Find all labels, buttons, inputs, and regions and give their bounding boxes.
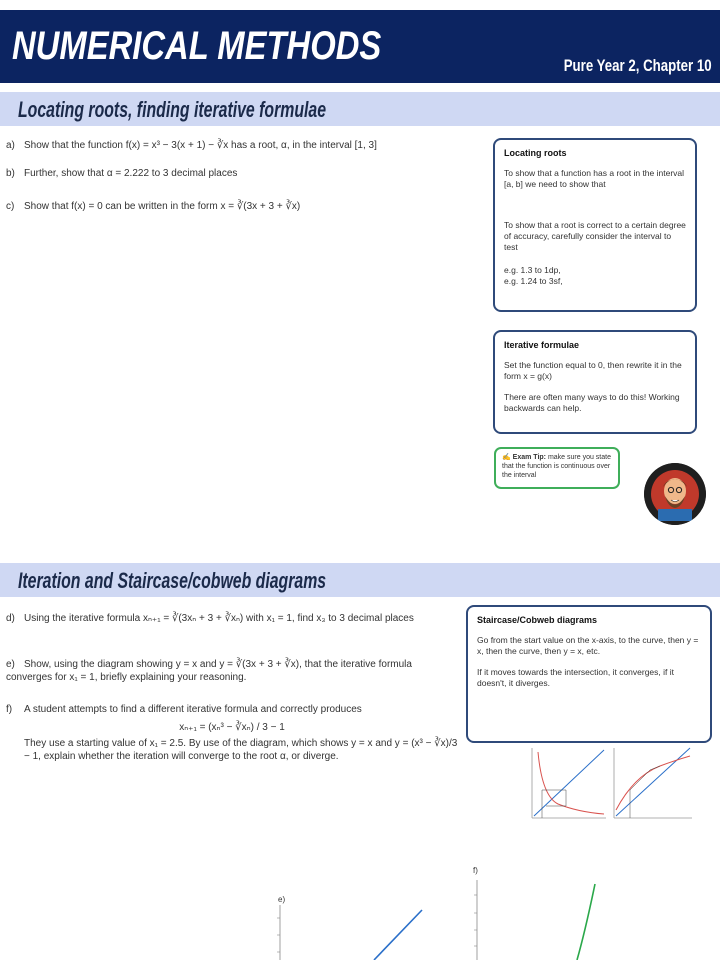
box-text: Set the function equal to 0, then rewrite it in the form x = g(x) [504,360,682,381]
info-box-staircase-cobweb [466,605,712,743]
question-e [6,658,446,684]
question-c [6,200,476,213]
question-label: a) [6,140,15,151]
question-f [6,703,458,763]
graph-e [270,905,440,960]
page-title: NUMERICAL METHODS [12,24,382,68]
question-text: Further, show that α = 2.222 to 3 decimal places [24,168,238,179]
section-title: Iteration and Staircase/cobweb diagrams [18,568,327,593]
question-formula: xₙ₊₁ = (xₙ³ − ∛xₙ) / 3 − 1 [179,722,285,733]
graph-f [465,880,615,960]
question-a [6,139,476,152]
box-text: There are often many ways to do this! Working backwards can help. [504,392,680,413]
section-header-locating-roots [0,92,720,126]
box-text: If it moves towards the intersection, it converges, if it doesn't, it diverges. [477,667,674,688]
question-text: Using the iterative formula xₙ₊₁ = ∛(3xₙ + 3 + ∛xₙ) with x₁ = 1, find x₃ to 3 decimal places [24,613,414,624]
cartoon-teacher-icon [644,463,706,525]
box-text: To show that a root is correct to a certain degree of accuracy, carefully consider the interval to test [504,220,686,252]
graph-label-e: e) [278,895,286,904]
question-text: Show that f(x) = 0 can be written in the form x = ∛(3x + 3 + ∛x) [24,201,301,212]
question-label: e) [6,659,15,670]
info-box-locating-roots [493,138,697,312]
tip-text: make sure you state that the function is continuous over the interval [502,454,611,479]
question-text: They use a starting value of x₁ = 2.5. By use of the diagram, which shows y = x and y = (x³ − ∛x)/3 − 1, explain whether the iteration will converge to the root α, or diverge. [24,738,458,762]
box-example: e.g. 1.3 to 1dp, [504,265,561,275]
question-b [6,167,476,180]
avatar [644,463,706,525]
info-box-iterative-formulae [493,330,697,434]
writing-hand-icon: ✍ [502,454,511,461]
section-title: Locating roots, finding iterative formulae [18,97,327,122]
box-text: To show that a function has a root in the interval [a, b] we need to show that [504,168,685,189]
cobweb-diagram-converge [610,746,694,824]
box-text: Go from the start value on the x-axis, to the curve, then y = x, then the curve, then y = x, etc. [477,635,699,656]
question-label: c) [6,201,15,212]
section-header-iteration [0,563,720,597]
cobweb-diagram-diverge [528,746,608,824]
box-title: Iterative formulae [504,340,580,350]
question-text: A student attempts to find a different iterative formula and correctly produces [24,704,362,715]
question-label: b) [6,168,15,179]
graph-label-f: f) [473,866,478,875]
box-title: Locating roots [504,148,567,158]
page-subtitle: Pure Year 2, Chapter 10 [564,56,712,75]
question-text: Show that the function f(x) = x³ − 3(x + 1) − ∛x has a root, α, in the interval [1, 3] [24,140,377,151]
question-text: Show, using the diagram showing y = x and y = ∛(3x + 3 + ∛x), that the iterative formula converges for x₁ = 1, briefly explaining your reasoning. [6,659,412,683]
box-example: e.g. 1.24 to 3sf, [504,276,563,286]
box-title: Staircase/Cobweb diagrams [477,615,598,625]
question-d [6,612,462,625]
question-label: f) [6,704,13,715]
tip-label: Exam Tip: [512,454,546,461]
question-label: d) [6,613,15,624]
page-header [0,10,720,83]
exam-tip [494,447,620,489]
